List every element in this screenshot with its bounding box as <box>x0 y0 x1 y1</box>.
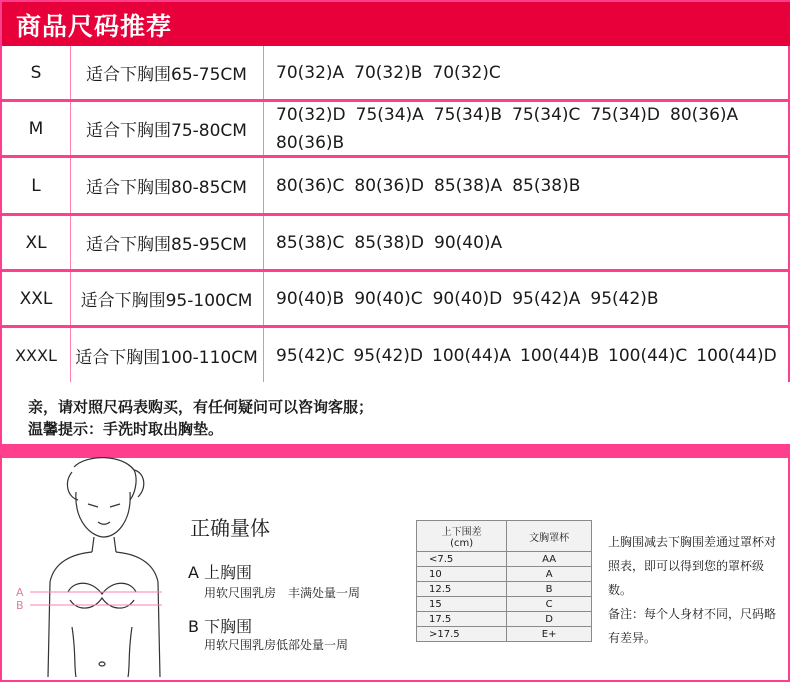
cup-option: 100(44)C <box>608 345 688 366</box>
table-row <box>417 597 592 612</box>
cup-letter: AA <box>507 552 592 567</box>
cup-options <box>264 102 786 155</box>
cup-option: 80(36)D <box>354 175 425 196</box>
under-bust-desc: 用软尺围乳房低部处量一周 <box>204 638 349 652</box>
cup-options <box>264 46 786 99</box>
notice-line-2: 温馨提示：手洗时取出胸垫。 <box>28 420 224 438</box>
cup-option: 95(42)B <box>590 288 659 309</box>
cup-table-header-diff: 上下围差 (cm) <box>417 521 507 552</box>
cup-option: 80(36)C <box>276 175 345 196</box>
size-label: XXL <box>2 272 71 325</box>
bust-difference: 17.5 <box>417 612 507 627</box>
cup-option: 90(40)C <box>354 288 423 309</box>
notice-box <box>2 382 790 458</box>
cup-letter: E+ <box>507 627 592 642</box>
bust-difference: 12.5 <box>417 582 507 597</box>
underbust-range: 适合下胸围85-95CM <box>70 216 264 269</box>
cup-option: 70(32)C <box>432 62 501 83</box>
cup-option: 90(40)A <box>434 232 503 253</box>
cup-option: 90(40)D <box>432 288 503 309</box>
cup-option: 100(44)B <box>520 345 600 366</box>
underbust-range: 适合下胸围100-110CM <box>70 328 264 383</box>
cup-option: 70(32)B <box>354 62 423 83</box>
bust-difference: 15 <box>417 597 507 612</box>
cup-option: 70(32)D <box>276 104 346 125</box>
table-row <box>417 582 592 597</box>
under-bust-label: B 下胸围 <box>188 617 253 636</box>
size-label: S <box>2 46 71 99</box>
table-row <box>417 612 592 627</box>
size-row <box>2 272 790 328</box>
size-row <box>2 158 790 216</box>
underbust-range: 适合下胸围75-80CM <box>70 102 264 155</box>
bust-difference: >17.5 <box>417 627 507 642</box>
cup-option: 75(34)C <box>512 104 581 125</box>
size-label: L <box>2 158 71 213</box>
cup-letter: A <box>507 567 592 582</box>
figure-mark-b: B <box>16 599 24 612</box>
cup-options <box>264 158 786 213</box>
cup-option: 75(34)B <box>433 104 502 125</box>
cup-option: 75(34)D <box>590 104 661 125</box>
side-note-remark: 备注：每个人身材不同，尺码略有差异。 <box>608 607 777 645</box>
notice-line-1: 亲，请对照尺码表购买，有任何疑问可以咨询客服； <box>28 398 374 416</box>
cup-option: 90(40)B <box>276 288 345 309</box>
cup-options <box>264 216 786 269</box>
cup-option: 95(42)C <box>276 345 345 366</box>
underbust-range: 适合下胸围80-85CM <box>70 158 264 213</box>
underbust-range: 适合下胸围95-100CM <box>70 272 264 325</box>
size-row <box>2 328 790 386</box>
cup-option: 100(44)A <box>432 345 512 366</box>
cup-option: 100(44)D <box>696 345 777 366</box>
cup-option: 85(38)A <box>434 175 503 196</box>
cup-letter: D <box>507 612 592 627</box>
cup-letter: B <box>507 582 592 597</box>
underbust-range: 适合下胸围65-75CM <box>70 46 264 99</box>
cup-size-table <box>416 520 592 642</box>
measure-title: 正确量体 <box>190 516 270 540</box>
upper-bust-desc: 用软尺围乳房 丰满处量一周 <box>204 586 361 600</box>
cup-option: 95(42)A <box>512 288 581 309</box>
size-row <box>2 216 790 272</box>
table-row <box>417 552 592 567</box>
bust-difference: 10 <box>417 567 507 582</box>
size-row <box>2 46 790 102</box>
cup-option: 70(32)A <box>276 62 345 83</box>
cup-options <box>264 328 786 383</box>
cup-options <box>264 272 786 325</box>
cup-option: 80(36)A <box>670 104 739 125</box>
side-note <box>608 530 783 650</box>
size-label: XL <box>2 216 71 269</box>
upper-bust-label: A 上胸围 <box>188 563 253 582</box>
cup-option: 85(38)B <box>512 175 581 196</box>
side-note-text: 上胸围减去下胸围差通过罩杯对照表，即可以得到您的罩杯级数。 <box>608 535 777 597</box>
header-bar <box>2 2 790 46</box>
cup-option: 75(34)A <box>355 104 424 125</box>
page-title: 商品尺码推荐 <box>16 12 173 41</box>
size-label: XXXL <box>2 328 71 383</box>
cup-table-header-cup: 文胸罩杯 <box>507 521 592 552</box>
body-figure-illustration <box>12 452 182 677</box>
size-row <box>2 102 790 158</box>
cup-option: 85(38)C <box>276 232 345 253</box>
size-label: M <box>2 102 71 155</box>
table-row <box>417 627 592 642</box>
bust-difference: <7.5 <box>417 552 507 567</box>
table-row <box>417 567 592 582</box>
cup-option: 95(42)D <box>353 345 424 366</box>
cup-letter: C <box>507 597 592 612</box>
cup-option: 85(38)D <box>354 232 425 253</box>
cup-option: 80(36)B <box>276 132 345 153</box>
figure-mark-a: A <box>16 586 24 599</box>
